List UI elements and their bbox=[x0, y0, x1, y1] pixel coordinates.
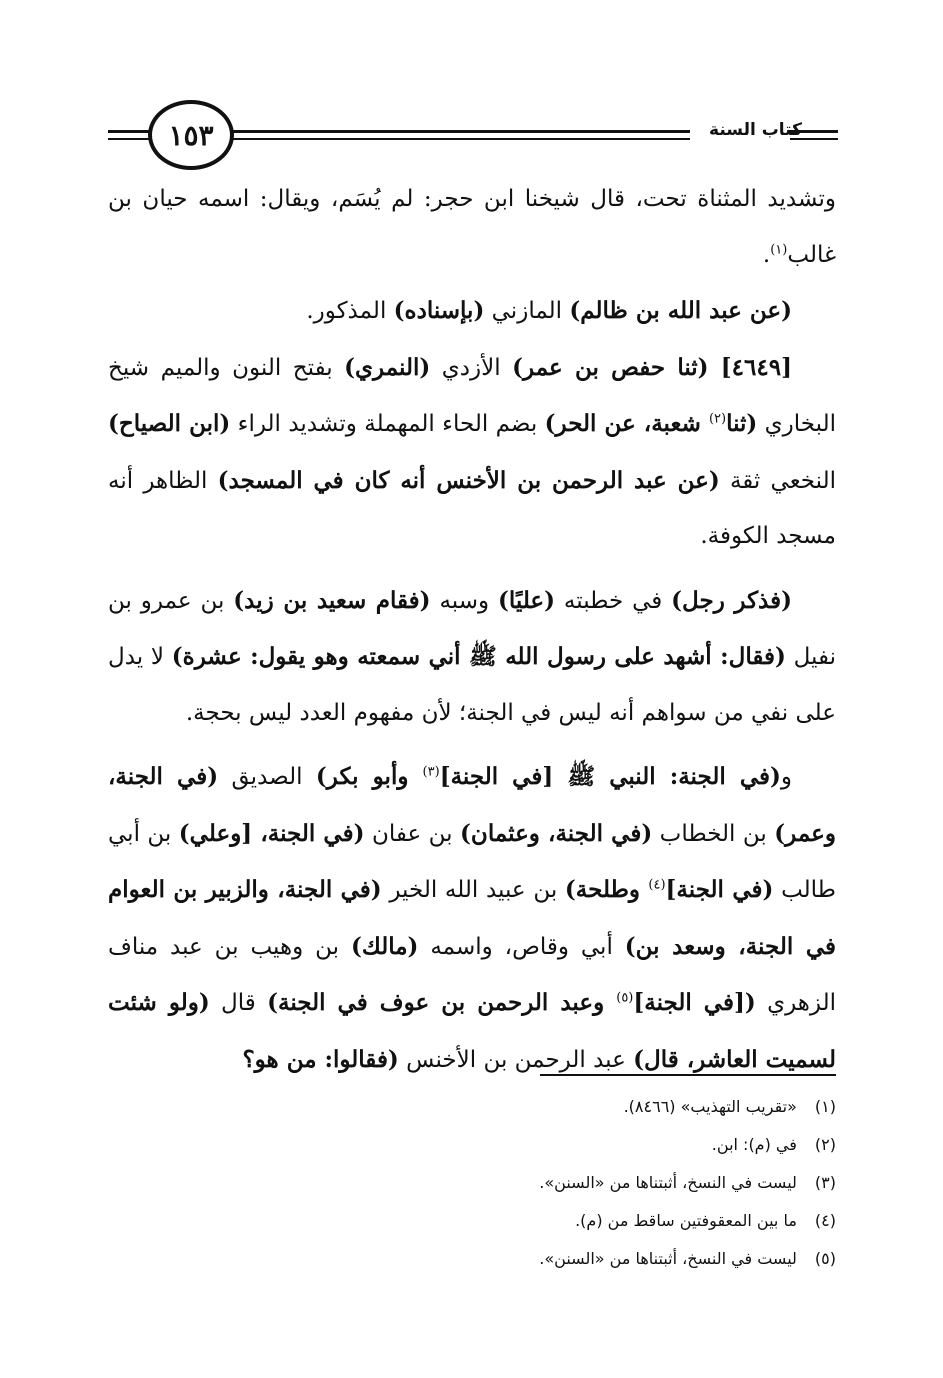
matn-text: (النمري) bbox=[344, 353, 431, 381]
text-run: النخعي ثقة bbox=[719, 467, 836, 494]
text-run: وتشديد المثناة تحت، قال شيخنا ابن حجر: لم يُسَم، ويقال: اسمه حيان بن غالب bbox=[108, 186, 836, 268]
footnote-number: (٢) bbox=[814, 1135, 836, 1154]
running-title: كتاب السنة bbox=[709, 120, 802, 140]
header-rule-middle bbox=[230, 130, 690, 133]
text-run: . bbox=[762, 241, 771, 268]
text-run: بن وهيب بن عبد مناف الزهري bbox=[108, 933, 837, 1016]
footnote-number: (٤) bbox=[814, 1211, 836, 1230]
footnote-number: (٣) bbox=[814, 1173, 836, 1192]
text-run: بن عمرو بن نفيل bbox=[108, 587, 836, 670]
paragraph-4 bbox=[108, 573, 836, 742]
footnote-ref: (٤) bbox=[648, 877, 666, 893]
matn-text: ([في الجنة] bbox=[633, 989, 756, 1016]
text-run: بفتح النون والميم شيخ البخاري bbox=[108, 354, 836, 437]
footnote-ref: (١) bbox=[770, 241, 788, 257]
matn-text: (ابن الصياح) bbox=[108, 410, 231, 437]
paragraph-3 bbox=[108, 340, 836, 565]
matn-text: (في الجنة، [وعلي) bbox=[178, 819, 365, 847]
text-run: المازني bbox=[484, 298, 570, 324]
paragraph-1 bbox=[108, 172, 836, 283]
text-run: بن الخطاب bbox=[652, 820, 775, 847]
text-run: لا يدل على نفي من سواهم أنه ليس في الجنة؛ لأن مفهوم العدد ليس بحجة. bbox=[108, 644, 836, 726]
page-header bbox=[108, 100, 838, 180]
page-number: ١٥٣ bbox=[168, 118, 214, 152]
footnote-text: ما بين المعقوفتين ساقط من (م). bbox=[575, 1211, 797, 1230]
matn-text: (في الجنة، والزبير بن العوام في الجنة، وسعد بن) bbox=[108, 876, 836, 960]
footnote-number: (٥) bbox=[814, 1249, 836, 1268]
matn-text: (مالك) bbox=[350, 932, 419, 960]
matn-text: (فقالوا: من هو؟ bbox=[242, 1045, 399, 1073]
matn-text: (في الجنة، وعمر) bbox=[108, 763, 836, 847]
matn-text: (عن عبد الرحمن بن الأخنس أنه كان في المسجد) bbox=[217, 466, 720, 494]
matn-text: وعبد الرحمن بن عوف في الجنة) bbox=[267, 989, 617, 1016]
text-run: بن عبيد الله الخير bbox=[381, 877, 565, 903]
text-run: في خطبته bbox=[555, 587, 672, 614]
matn-text: (فقال: أشهد على رسول الله ﷺ أني سمعته وهو يقول: عشرة) bbox=[171, 643, 786, 670]
footnote-ref: (٣) bbox=[422, 764, 440, 780]
text-run: عبد الرحمن بن الأخنس bbox=[398, 1046, 634, 1073]
matn-text: (عن عبد الله بن ظالم) bbox=[569, 297, 792, 324]
text-run: قال bbox=[209, 990, 268, 1016]
footnote-number: (١) bbox=[814, 1097, 836, 1116]
matn-text: شعبة، عن الحر) bbox=[544, 410, 709, 437]
footnote-ref: (٢) bbox=[708, 411, 727, 427]
footnote bbox=[108, 1126, 836, 1164]
text-run: الأزدي bbox=[430, 354, 513, 381]
header-rule-middle-thin bbox=[230, 138, 690, 140]
text-run: بن عفان bbox=[364, 820, 461, 847]
matn-text: (في الجنة: النبي ﷺ [في الجنة] bbox=[439, 763, 781, 790]
text-run: و bbox=[780, 764, 792, 790]
footnote-separator bbox=[540, 1074, 836, 1076]
text-run: المذكور. bbox=[306, 298, 394, 324]
paragraph-2 bbox=[108, 283, 836, 340]
matn-text: (فقام سعيد بن زيد) bbox=[233, 586, 431, 614]
matn-text: (فذكر رجل) bbox=[671, 586, 792, 614]
footnote-text: «تقريب التهذيب» (٨٤٦٦). bbox=[623, 1097, 797, 1116]
text-run: الصديق bbox=[218, 764, 316, 790]
matn-text: وطلحة) bbox=[564, 876, 649, 903]
matn-text: [٤٦٤٩] (ثنا حفص بن عمر) bbox=[512, 353, 792, 381]
text-run: أبي وقاص، واسمه bbox=[418, 933, 625, 960]
matn-text: (عليًا) bbox=[497, 586, 556, 614]
footnote bbox=[108, 1202, 836, 1240]
text-run: الظاهر أنه مسجد الكوفة. bbox=[108, 467, 836, 549]
page-number-badge bbox=[148, 100, 234, 170]
text-run: بضم الحاء المهملة وتشديد الراء bbox=[230, 411, 545, 437]
matn-text: (ولو شئت لسميت العاشر، قال) bbox=[108, 989, 836, 1073]
footnote-text: ليست في النسخ، أثبتناها من «السنن». bbox=[539, 1249, 797, 1268]
footnote-ref: (٥) bbox=[616, 990, 634, 1006]
footnote-text: في (م): ابن. bbox=[711, 1135, 797, 1154]
matn-text: وأبو بكر) bbox=[315, 763, 423, 790]
footnote bbox=[108, 1164, 836, 1202]
footnotes bbox=[108, 1088, 836, 1278]
text-run: وسبه bbox=[430, 587, 498, 614]
footnote bbox=[108, 1088, 836, 1126]
matn-text: (ثنا bbox=[726, 410, 758, 437]
text-run: بن أبي طالب bbox=[108, 820, 836, 903]
footnote-text: ليست في النسخ، أثبتناها من «السنن». bbox=[539, 1173, 797, 1192]
main-text bbox=[108, 172, 836, 1088]
matn-text: (بإسناده) bbox=[393, 297, 485, 324]
matn-text: (في الجنة] bbox=[665, 876, 774, 903]
footnote bbox=[108, 1240, 836, 1278]
paragraph-5 bbox=[108, 749, 836, 1088]
matn-text: (في الجنة، وعثمان) bbox=[460, 819, 653, 847]
